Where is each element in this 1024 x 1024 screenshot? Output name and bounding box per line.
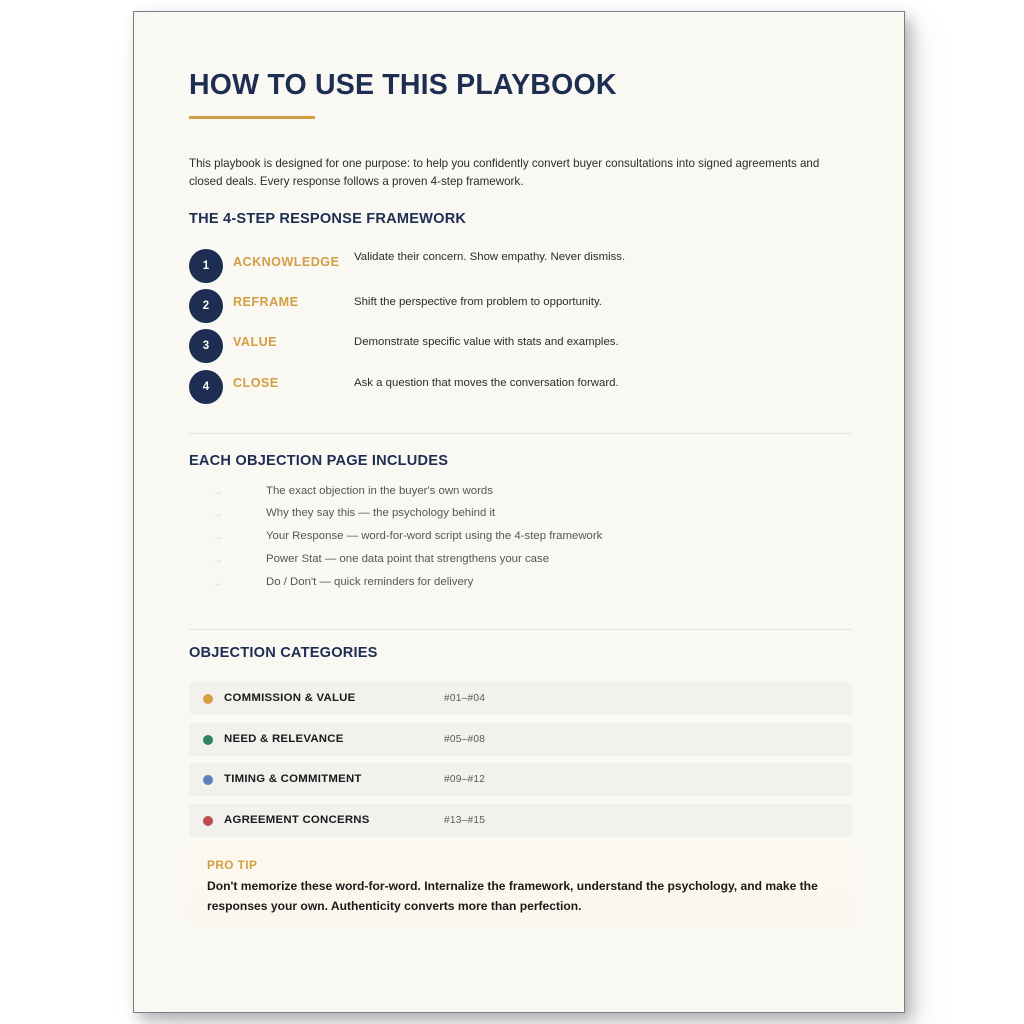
step-number-badge: 2: [189, 289, 223, 323]
arrow-right-icon: →: [212, 486, 223, 498]
document-page: [133, 11, 905, 1013]
framework-step-row: [189, 247, 852, 287]
step-description: Validate their concern. Show empathy. Never dismiss.: [354, 251, 626, 263]
step-label: CLOSE: [233, 376, 279, 390]
step-description: Demonstrate specific value with stats and examples.: [354, 336, 619, 348]
list-item: [189, 484, 852, 506]
pro-tip-callout: [189, 844, 852, 926]
list-item-label: Your Response — word-for-word script using the 4-step framework: [266, 530, 603, 542]
framework-step-row: [189, 287, 852, 327]
section-heading-categories: OBJECTION CATEGORIES: [189, 645, 378, 661]
page-title: HOW TO USE THIS PLAYBOOK: [189, 69, 617, 101]
intro-paragraph: This playbook is designed for one purpose: to help you confidently convert buyer consultations into signed agreements and closed deals. Every response follows a proven 4-step framework.: [189, 157, 820, 189]
list-item: [189, 552, 852, 574]
arrow-right-icon: →: [212, 577, 223, 589]
category-color-dot: [203, 816, 213, 826]
category-row: [189, 682, 852, 715]
category-color-dot: [203, 775, 213, 785]
step-label: VALUE: [233, 335, 277, 349]
category-range: #13–#15: [444, 815, 486, 826]
step-number-badge: 3: [189, 329, 223, 363]
step-description: Shift the perspective from problem to opportunity.: [354, 296, 602, 308]
category-row: [189, 804, 852, 837]
section-heading-includes: EACH OBJECTION PAGE INCLUDES: [189, 453, 449, 469]
category-color-dot: [203, 735, 213, 745]
category-name: COMMISSION & VALUE: [224, 692, 356, 704]
title-underline-accent: [189, 116, 315, 119]
arrow-right-icon: →: [212, 554, 223, 566]
category-name: AGREEMENT CONCERNS: [224, 814, 370, 826]
category-color-dot: [203, 694, 213, 704]
arrow-right-icon: →: [212, 508, 223, 520]
category-range: #01–#04: [444, 693, 486, 704]
list-item-label: Do / Don't — quick reminders for delivery: [266, 576, 474, 588]
list-item: [189, 529, 852, 551]
list-item-label: The exact objection in the buyer's own words: [266, 485, 493, 497]
category-name: TIMING & COMMITMENT: [224, 773, 362, 785]
category-range: #05–#08: [444, 734, 486, 745]
arrow-right-icon: →: [212, 531, 223, 543]
section-heading-framework: THE 4-STEP RESPONSE FRAMEWORK: [189, 211, 467, 227]
step-label: ACKNOWLEDGE: [233, 255, 340, 269]
list-item: [189, 506, 852, 528]
list-item-label: Why they say this — the psychology behind it: [266, 507, 496, 519]
step-number-badge: 1: [189, 249, 223, 283]
category-row: [189, 763, 852, 796]
list-item: [189, 575, 852, 597]
pro-tip-body: Don't memorize these word-for-word. Internalize the framework, understand the psychology, and make the responses your own. Authenticity converts more than perfection.: [207, 879, 818, 913]
step-description: Ask a question that moves the conversation forward.: [354, 377, 619, 389]
step-number-badge: 4: [189, 370, 223, 404]
category-row: [189, 723, 852, 756]
category-range: #09–#12: [444, 774, 486, 785]
step-label: REFRAME: [233, 295, 299, 309]
pro-tip-label: PRO TIP: [207, 858, 258, 872]
section-divider: [189, 629, 852, 630]
framework-step-row: [189, 327, 852, 367]
framework-step-row: [189, 368, 852, 408]
category-name: NEED & RELEVANCE: [224, 733, 344, 745]
list-item-label: Power Stat — one data point that strengthens your case: [266, 553, 550, 565]
section-divider: [189, 433, 852, 434]
